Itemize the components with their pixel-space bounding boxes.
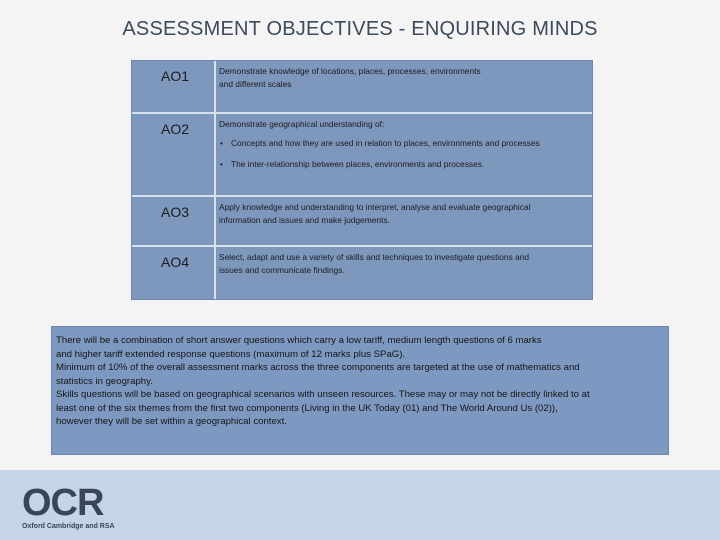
logo-wordmark: OCR <box>22 482 104 524</box>
objective-line: and different scales <box>219 79 292 89</box>
info-line: Skills questions will be based on geographical scenarios with unseen resources. These may or may not be directly linked to at <box>56 389 590 400</box>
objective-code: AO3 <box>132 197 216 245</box>
objective-line: issues and communicate findings. <box>219 265 345 275</box>
objective-row-ao4 <box>132 247 592 299</box>
bullet-text: Concepts and how they are used in relation to places, environments and processes <box>231 138 540 148</box>
objective-description <box>219 251 587 277</box>
objectives-table <box>131 60 593 300</box>
logo-subtitle: Oxford Cambridge and RSA <box>22 523 115 530</box>
objective-line: Apply knowledge and understanding to interpret, analyse and evaluate geographical <box>219 202 531 212</box>
objective-line: Demonstrate geographical understanding of: <box>219 119 385 129</box>
objective-bullet <box>220 137 587 150</box>
objective-description <box>219 65 587 91</box>
objective-code: AO2 <box>132 114 216 195</box>
objective-line: Demonstrate knowledge of locations, places, processes, environments <box>219 66 481 76</box>
objective-row-ao3 <box>132 197 592 247</box>
objective-bullet-list <box>219 137 587 171</box>
bullet-icon: • <box>220 160 223 169</box>
info-line: Minimum of 10% of the overall assessment marks across the three components are targeted at the use of mathematics and <box>56 362 580 373</box>
info-line: however they will be set within a geographical context. <box>56 416 287 427</box>
objective-row-ao1 <box>132 61 592 114</box>
info-line: There will be a combination of short answer questions which carry a low tariff, medium length questions of 6 marks <box>56 335 542 346</box>
objective-row-ao2 <box>132 114 592 197</box>
assessment-info-box <box>51 326 669 455</box>
objective-description <box>219 118 587 179</box>
info-line: statistics in geography. <box>56 375 153 387</box>
slide-title: ASSESSMENT OBJECTIVES - ENQUIRING MINDS <box>122 18 598 40</box>
bullet-icon: • <box>220 139 223 148</box>
objective-code: AO4 <box>132 247 216 299</box>
objective-line: Select, adapt and use a variety of skills and techniques to investigate questions and <box>219 252 530 262</box>
objective-bullet <box>220 158 587 171</box>
objective-code: AO1 <box>132 61 216 112</box>
objective-description <box>219 201 587 227</box>
info-line: least one of the six themes from the first two components (Living in the UK Today (01) and The World Around Us (02)), <box>56 402 558 414</box>
objective-line: information and issues and make judgements. <box>219 215 390 225</box>
bullet-text: The inter-relationship between places, environments and processes. <box>231 159 485 169</box>
info-line: and higher tariff extended response questions (maximum of 12 marks plus SPaG). <box>56 348 406 360</box>
ocr-logo <box>22 484 132 528</box>
